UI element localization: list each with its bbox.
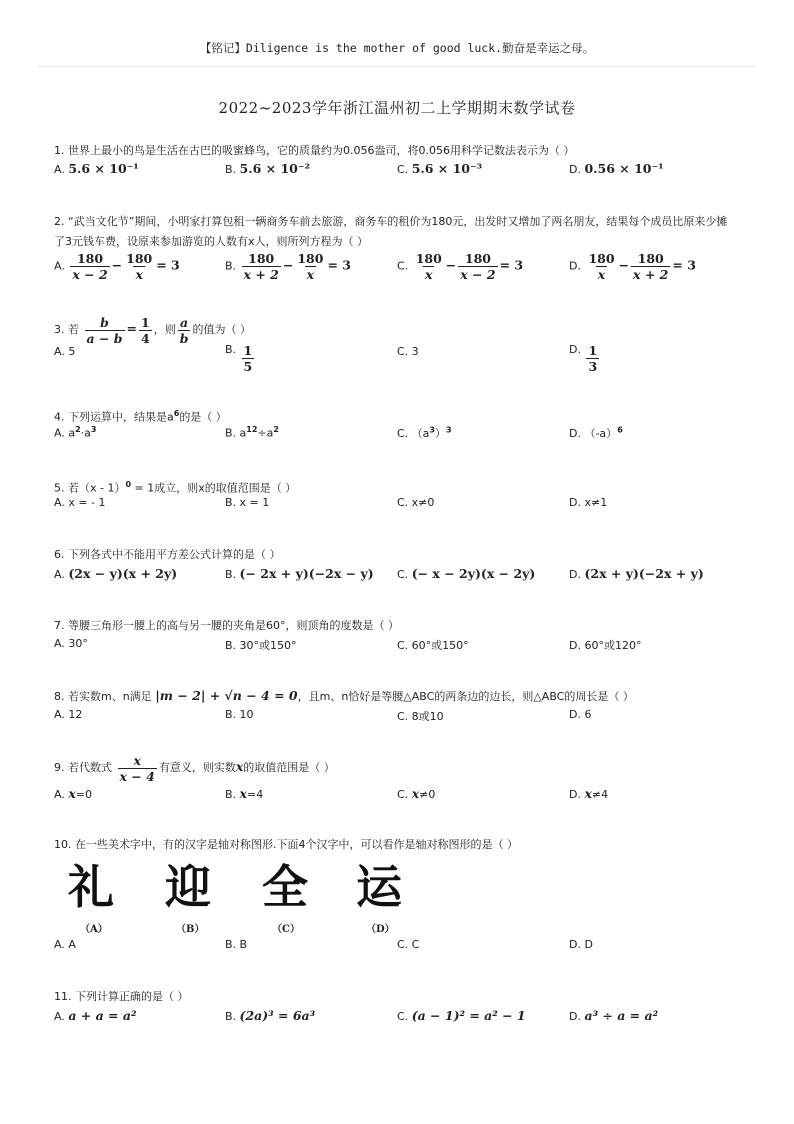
option-d: D. $\frac{1}{3}$ <box>569 343 598 374</box>
option-a: A. A <box>54 938 76 951</box>
question-9-options <box>54 786 754 810</box>
option-b: B. $\frac{180}{x + 2}$ − $\frac{180}{x}$ = 3 <box>225 251 351 282</box>
option-a: A. $\frac{180}{x - 2}$ − $\frac{180}{x}$ = 3 <box>54 251 180 282</box>
question-7-text: 7. 等腰三角形一腰上的高与另一腰的夹角是60°，则顶角的度数是（ ） <box>54 619 399 632</box>
char-yun: 运 <box>356 860 402 914</box>
option-b: B. 30°或150° <box>225 639 297 652</box>
char-ying: 迎 <box>165 860 211 914</box>
option-d: D. 60°或120° <box>569 639 642 652</box>
question-11-options <box>54 1008 754 1032</box>
option-d: D. 6 <box>569 708 592 721</box>
option-d: D. $\frac{180}{x}$ − $\frac{180}{x + 2}$ = 3 <box>569 251 696 282</box>
option-d: D. $(-a)^6$ <box>569 425 623 440</box>
question-5-options <box>54 496 754 520</box>
option-c: C. $\frac{180}{x}$ − $\frac{180}{x - 2}$ = 3 <box>397 251 524 282</box>
option-b: B. $a^{12}\div a^2$ <box>225 425 279 440</box>
option-b: B. 5.6 × 10⁻² <box>225 161 310 176</box>
char-li: 礼 <box>68 860 114 914</box>
page-header-motto: 【铭记】Diligence is the mother of good luck.勤奋是幸运之母。 <box>199 41 595 55</box>
question-10-figure <box>62 858 422 918</box>
option-a: A. 5.6 × 10⁻¹ <box>54 161 139 176</box>
char-label-a: （A） <box>80 924 108 935</box>
option-d: D. (2x + y)(−2x + y) <box>569 566 704 581</box>
question-4-text: 4. 下列运算中，结果是$a^6$的是（ ） <box>54 409 227 424</box>
option-a: A. 5 <box>54 345 76 358</box>
option-b: B. (2a)³ = 6a³ <box>225 1008 316 1023</box>
question-9-text: 9. 若代数式 $\frac{x}{x - 4}$ 有意义，则实数x的取值范围是（ ） <box>54 752 335 784</box>
question-7-options <box>54 637 754 661</box>
option-c: C. C <box>397 938 420 951</box>
option-c: C. (a − 1)² = a² − 1 <box>397 1008 526 1023</box>
question-8-options <box>54 708 754 732</box>
option-c: C. $(a^3)^3$ <box>397 425 452 440</box>
question-6-options <box>54 566 754 590</box>
option-c: C. x≠0 <box>397 786 436 801</box>
question-3-options <box>54 343 754 377</box>
option-a: A. x=0 <box>54 786 92 801</box>
question-6-text: 6. 下列各式中不能用平方差公式计算的是（ ） <box>54 548 281 561</box>
option-c: C. (− x − 2y)(x − 2y) <box>397 566 536 581</box>
question-1-options <box>54 161 754 185</box>
question-11-text: 11. 下列计算正确的是（ ） <box>54 990 189 1003</box>
option-c: C. 5.6 × 10⁻³ <box>397 161 483 176</box>
option-a: A. a + a = a² <box>54 1008 137 1023</box>
question-2-text-line1: 2. “武当文化节”期间，小明家打算包租一辆商务车前去旅游，商务车的租价为180元，出发时又增加了两名朋友，结果每个成员比原来少摊 <box>54 215 728 228</box>
option-c: C. 3 <box>397 345 419 358</box>
char-label-b: （B） <box>176 924 205 935</box>
char-quan: 全 <box>262 860 308 914</box>
question-5-text: 5. 若（x - 1）$^0$ = 1成立，则x的取值范围是（ ） <box>54 480 297 495</box>
option-d: D. a³ ÷ a = a² <box>569 1008 659 1023</box>
question-8-text: 8. 若实数m、n满足 |m − 2| + √n − 4 = 0，且m、n恰好是等腰△ABC的两条边的边长，则△ABC的周长是（ ） <box>54 688 634 703</box>
option-b: B. (− 2x + y)(−2x − y) <box>225 566 374 581</box>
option-c: C. x≠0 <box>397 496 435 509</box>
question-2-options <box>54 251 754 285</box>
char-label-d: （D） <box>366 924 395 935</box>
question-10-options <box>54 938 754 962</box>
option-b: B. x = 1 <box>225 496 270 509</box>
question-10-text: 10. 在一些美术字中，有的汉字是轴对称图形.下面4个汉字中，可以看作是轴对称图形的是（ ） <box>54 838 518 851</box>
option-a: A. $a^2\cdot a^3$ <box>54 425 97 440</box>
option-a: A. 30° <box>54 637 88 650</box>
header-divider <box>38 66 756 67</box>
option-d: D. 0.56 × 10⁻¹ <box>569 161 664 176</box>
option-a: A. (2x − y)(x + 2y) <box>54 566 178 581</box>
page-title: 2022~2023学年浙江温州初二上学期期末数学试卷 <box>218 99 576 117</box>
option-c: C. 60°或150° <box>397 639 469 652</box>
option-b: B. x=4 <box>225 786 264 801</box>
question-4-options <box>54 425 754 449</box>
option-b: B. $\frac{1}{5}$ <box>225 343 253 374</box>
option-c: C. 8或10 <box>397 710 444 723</box>
question-3-text: 3. 若 $\frac{b}{a - b}$ = $\frac{1}{4}$ ，则 $\frac{a}{b}$ 的值为（ ） <box>54 314 251 346</box>
question-2-text-line2: 了3元钱车费，设原来参加游览的人数有x人，则所列方程为（ ） <box>54 235 369 248</box>
option-a: A. x = - 1 <box>54 496 106 509</box>
option-d: D. D <box>569 938 593 951</box>
option-d: D. x≠1 <box>569 496 608 509</box>
option-d: D. x≠4 <box>569 786 609 801</box>
question-1-text: 1. 世界上最小的鸟是生活在古巴的吸蜜蜂鸟，它的质量约为0.056盎司，将0.056用科学记数法表示为（ ） <box>54 144 575 157</box>
option-a: A. 12 <box>54 708 83 721</box>
option-b: B. 10 <box>225 708 254 721</box>
option-b: B. B <box>225 938 248 951</box>
char-label-c: （C） <box>272 924 300 935</box>
